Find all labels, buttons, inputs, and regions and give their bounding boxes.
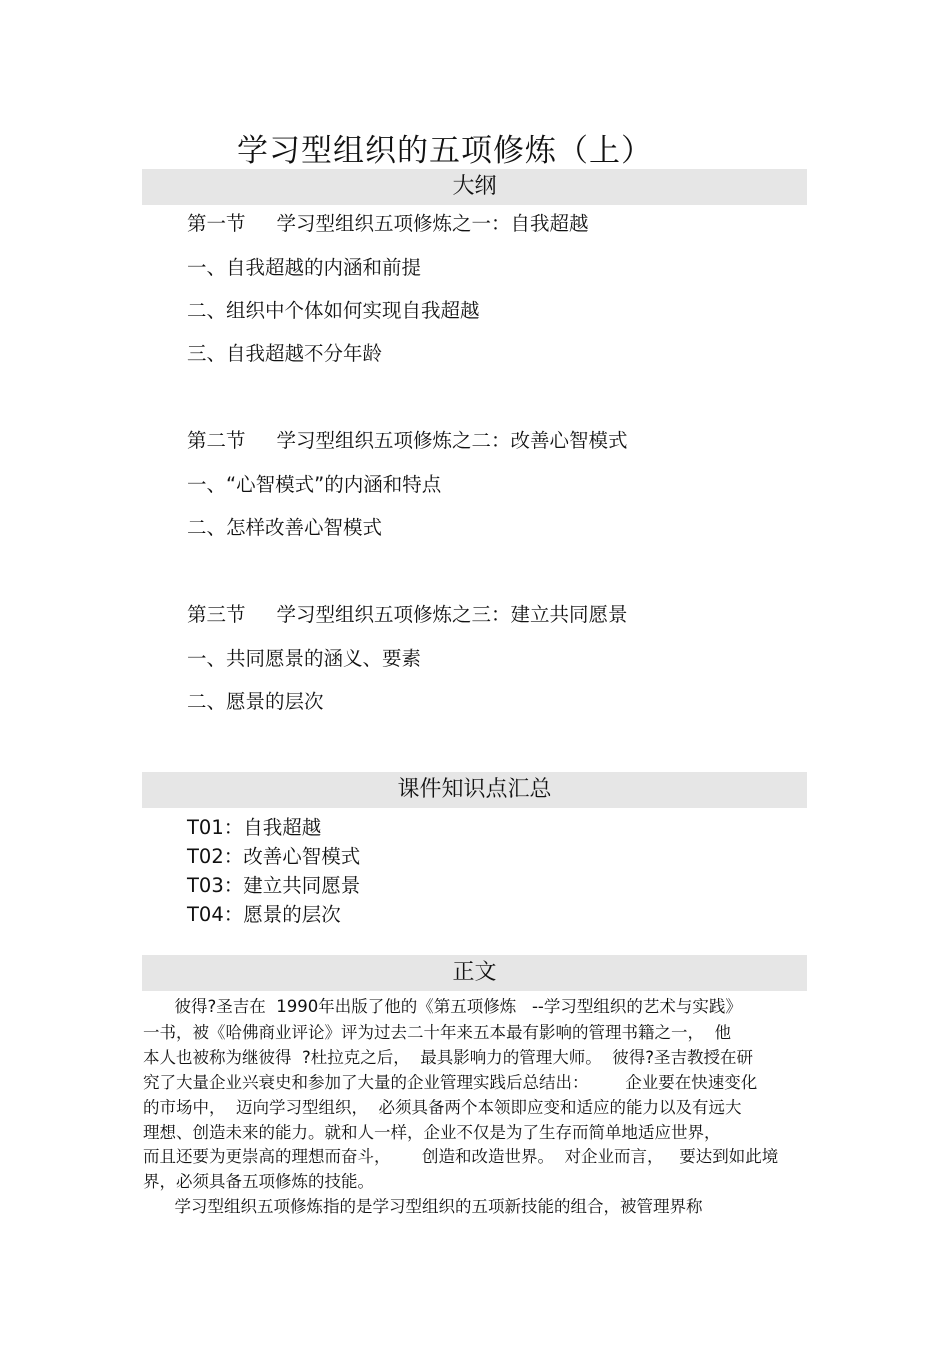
document-title: 学习型组织的五项修炼（上） <box>237 133 653 169</box>
body-paragraph-line: 理想、创造未来的能力。就和人一样，企业不仅是为了生存而简单地适应世界， <box>143 1123 721 1142</box>
body-paragraph-line: 的市场中， 迈向学习型组织， 必须具备两个本领即应变和适应的能力以及有远大 <box>143 1098 742 1117</box>
body-paragraph-line: 本人也被称为继彼得 ?杜拉克之后， 最具影响力的管理大师。 彼得?圣吉教授在研 <box>143 1048 753 1067</box>
outline-line: 第三节 学习型组织五项修炼之三：建立共同愿景 <box>187 603 628 626</box>
outline-line: 一、自我超越的内涵和前提 <box>187 256 422 279</box>
body-paragraph-line: 学习型组织五项修炼指的是学习型组织的五项新技能的组合，被管理界称 <box>143 1197 703 1216</box>
knowledge-item: T01：自我超越 <box>187 816 322 839</box>
knowledge-item: T03：建立共同愿景 <box>187 874 361 897</box>
outline-line: 二、组织中个体如何实现自我超越 <box>187 299 480 322</box>
outline-line: 一、共同愿景的涵义、要素 <box>187 647 422 670</box>
body-paragraph-line: 界，必须具备五项修炼的技能。 <box>143 1172 374 1191</box>
knowledge-item: T02：改善心智模式 <box>187 845 361 868</box>
knowledge-item: T04：愿景的层次 <box>187 903 341 926</box>
body-paragraph-line: 彼得?圣吉在 1990年出版了他的《第五项修炼 --学习型组织的艺术与实践》 <box>143 997 742 1016</box>
body-paragraph-line: 一书，被《哈佛商业评论》评为过去二十年来五本最有影响的管理书籍之一， 他 <box>143 1023 731 1042</box>
body-paragraph-line: 而且还要为更崇高的理想而奋斗， 创造和改造世界。 对企业而言， 要达到如此境 <box>143 1147 779 1166</box>
knowledge-header: 课件知识点汇总 <box>142 772 807 808</box>
outline-line: 第二节 学习型组织五项修炼之二：改善心智模式 <box>187 429 628 452</box>
body-paragraph-line: 究了大量企业兴衰史和参加了大量的企业管理实践后总结出： 企业要在快速变化 <box>143 1073 758 1092</box>
body-header: 正文 <box>142 955 807 991</box>
outline-line: 二、愿景的层次 <box>187 690 324 713</box>
outline-header: 大纲 <box>142 169 807 205</box>
outline-line: 二、怎样改善心智模式 <box>187 516 383 539</box>
outline-line: 第一节 学习型组织五项修炼之一：自我超越 <box>187 212 589 235</box>
outline-line: 三、自我超越不分年龄 <box>187 342 383 365</box>
outline-line: 一、“心智模式”的内涵和特点 <box>187 473 442 496</box>
